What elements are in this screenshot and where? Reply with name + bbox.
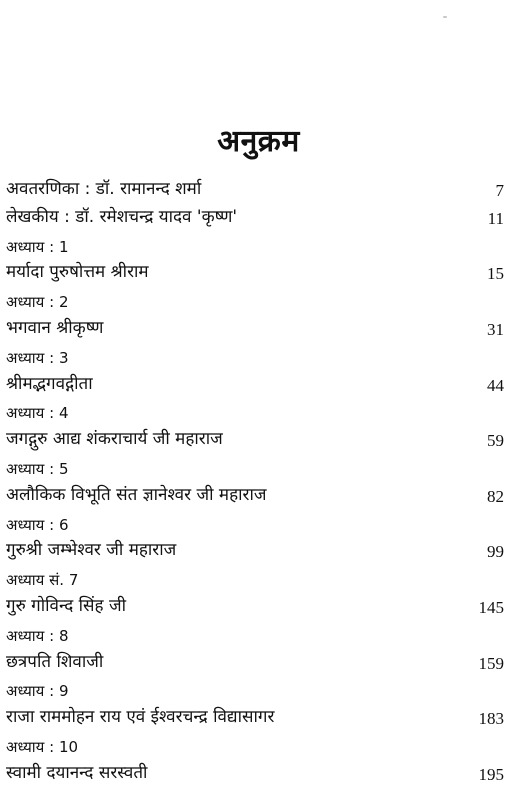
page-number: 15 xyxy=(487,264,504,284)
scan-speck xyxy=(443,16,447,18)
entry-title: गुरु गोविन्द सिंह जी xyxy=(6,595,126,616)
page-number: 195 xyxy=(478,764,504,784)
toc-entry xyxy=(6,704,504,732)
page-number: 183 xyxy=(478,709,504,729)
toc-entry xyxy=(6,371,504,399)
toc-entry xyxy=(6,315,504,343)
chapter-label: अध्याय सं. 7 xyxy=(6,571,79,590)
page-number: 7 xyxy=(495,181,504,200)
toc-chapter-heading xyxy=(6,343,504,371)
toc-entry xyxy=(6,537,504,565)
chapter-label: अध्याय : 4 xyxy=(6,404,69,423)
toc-entry xyxy=(6,482,504,510)
page-number: 99 xyxy=(487,542,504,562)
toc-entry xyxy=(6,259,504,287)
page-number: 159 xyxy=(478,653,504,673)
toc-entry xyxy=(6,176,504,204)
page-number: 82 xyxy=(487,486,504,506)
entry-title: राजा राममोहन राय एवं ईश्वरचन्द्र विद्यासागर xyxy=(6,707,275,728)
toc-chapter-heading xyxy=(6,398,504,426)
chapter-label: अध्याय : 1 xyxy=(6,237,69,256)
toc-entry xyxy=(6,593,504,621)
toc-chapter-heading xyxy=(6,732,504,760)
toc-chapter-heading xyxy=(6,510,504,538)
toc-chapter-heading xyxy=(6,454,504,482)
chapter-label: अध्याय : 8 xyxy=(6,626,69,645)
table-of-contents xyxy=(6,176,504,788)
entry-title: गुरुश्री जम्भेश्वर जी महाराज xyxy=(6,540,177,561)
page-number: 44 xyxy=(487,375,504,395)
chapter-label: अध्याय : 6 xyxy=(6,515,69,534)
entry-title: जगद्गुरु आद्य शंकराचार्य जी महाराज xyxy=(6,429,223,450)
chapter-label: अध्याय : 9 xyxy=(6,682,69,701)
entry-title: अलौकिक विभूति संत ज्ञानेश्वर जी महाराज xyxy=(6,484,267,505)
page-number: 31 xyxy=(487,319,504,339)
entry-title: श्रीमद्भगवद्गीता xyxy=(6,373,93,394)
toc-entry xyxy=(6,426,504,454)
toc-entry xyxy=(6,760,504,788)
page-title: अनुक्रम xyxy=(217,124,300,159)
chapter-label: अध्याय : 3 xyxy=(6,348,69,367)
entry-title: अवतरणिका : डॉ. रामानन्द शर्मा xyxy=(6,179,202,199)
chapter-label: अध्याय : 5 xyxy=(6,459,69,478)
page-number: 145 xyxy=(478,597,504,617)
entry-title: मर्यादा पुरुषोत्तम श्रीराम xyxy=(6,262,149,283)
toc-chapter-heading xyxy=(6,232,504,260)
toc-entry xyxy=(6,204,504,232)
toc-chapter-heading xyxy=(6,676,504,704)
entry-title: भगवान श्रीकृष्ण xyxy=(6,317,104,338)
toc-chapter-heading xyxy=(6,565,504,593)
toc-entry xyxy=(6,649,504,677)
entry-title: स्वामी दयानन्द सरस्वती xyxy=(6,762,148,783)
toc-chapter-heading xyxy=(6,287,504,315)
chapter-label: अध्याय : 10 xyxy=(6,737,79,756)
page-number: 59 xyxy=(487,431,504,451)
entry-title: लेखकीय : डॉ. रमेशचन्द्र यादव 'कृष्ण' xyxy=(6,206,238,227)
entry-title: छत्रपति शिवाजी xyxy=(6,651,104,672)
toc-chapter-heading xyxy=(6,621,504,649)
page-number: 11 xyxy=(487,208,504,228)
chapter-label: अध्याय : 2 xyxy=(6,293,69,312)
